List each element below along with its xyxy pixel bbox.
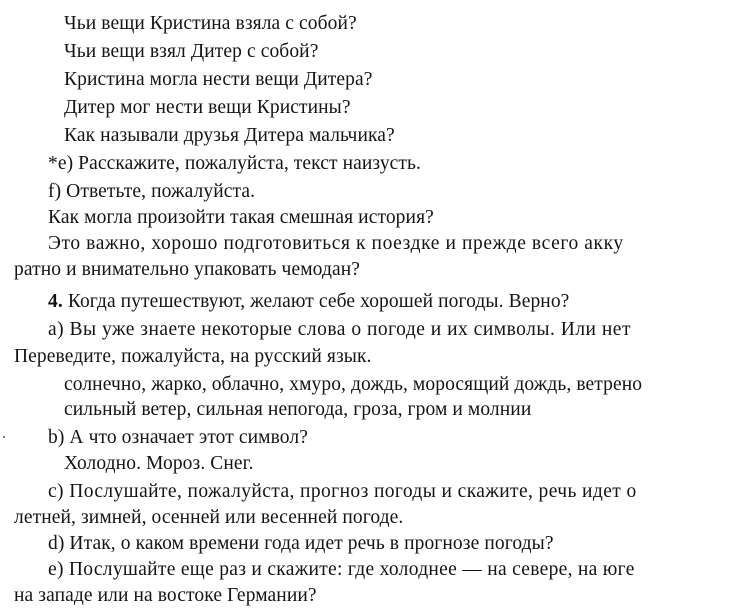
task-heading-text: Когда путешествуют, желают себе хорошей погоды. Верно?	[67, 291, 570, 312]
question-line: Как могла произойти такая смешная история?	[48, 207, 434, 228]
task-heading	[48, 290, 569, 314]
task-number: 4.	[48, 291, 63, 312]
word-list-line: солнечно, жарко, облачно, хмуро, дождь, моросящий дождь, ветрено	[64, 374, 643, 395]
paragraph-line: летней, зимней, осенней или весенней погоде.	[14, 507, 404, 528]
answer-line: Холодно. Мороз. Снег.	[64, 453, 254, 474]
task-item-b: b) А что означает этот символ?	[48, 427, 308, 448]
scan-speck	[3, 436, 5, 438]
paragraph-line: на западе или на востоке Германии?	[14, 585, 317, 606]
question-line: Чьи вещи взял Дитер с собой?	[64, 41, 319, 62]
task-item-c: c) Послушайте, пожалуйста, прогноз погоды и скажите, речь идет о	[48, 481, 637, 502]
question-line: Как называли друзья Дитера мальчика?	[64, 125, 395, 146]
paragraph-line: ратно и внимательно упаковать чемодан?	[14, 259, 361, 280]
task-item-e: *e) Расскажите, пожалуйста, текст наизусть.	[48, 153, 422, 174]
task-item-d: d) Итак, о каком времени года идет речь в прогнозе погоды?	[48, 533, 554, 554]
task-item-f: f) Ответьте, пожалуйста.	[48, 181, 256, 202]
word-list-line: сильный ветер, сильная непогода, гроза, гром и молнии	[64, 399, 532, 420]
task-item-a: а) Вы уже знаете некоторые слова о погоде и их символы. Или нет	[48, 319, 631, 340]
question-line: Чьи вещи Кристина взяла с собой?	[64, 13, 357, 34]
task-item-e2: e) Послушайте еще раз и скажите: где холоднее — на севере, на юге	[48, 559, 635, 580]
paragraph-line: Переведите, пожалуйста, на русский язык.	[14, 346, 372, 367]
question-line: Кристина могла нести вещи Дитера?	[64, 69, 373, 90]
paragraph-line: Это важно, хорошо подготовиться к поездке и прежде всего акку	[48, 233, 624, 254]
question-line: Дитер мог нести вещи Кристины?	[64, 97, 351, 118]
